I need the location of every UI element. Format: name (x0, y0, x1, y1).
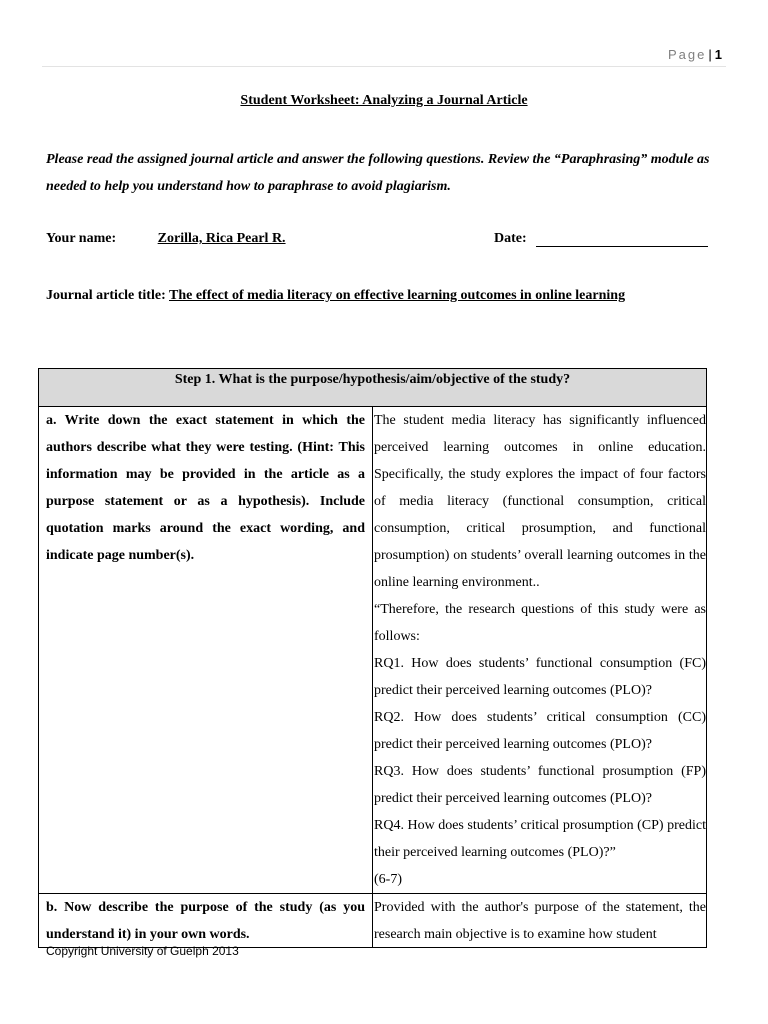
question-b (39, 894, 373, 948)
question-b-text: b. Now describe the purpose of the study (as you understand it) in your own words. (46, 900, 365, 942)
answer-a-paragraph: The student media literacy has significantly influenced perceived learning outcomes in online education. Specifically, the study explores the impact of four factors of media literacy (functional consumption, critical consumption, critical prosumption, and functional prosumption) on students’ overall learning outcomes in the online learning environment.. (374, 413, 706, 590)
answer-b-text: Provided with the author's purpose of the statement, the research main objective is to examine how student (374, 900, 706, 942)
table-row (39, 407, 707, 894)
article-row (46, 288, 625, 304)
copyright-footer: Copyright University of Guelph 2013 (46, 944, 239, 958)
answer-b[interactable] (373, 894, 707, 948)
name-label: Your name: (46, 231, 117, 246)
header-divider (42, 66, 726, 67)
answer-a-paragraph: RQ1. How does students’ functional consumption (FC) predict their perceived learning outcomes (PLO)? (374, 656, 706, 698)
name-row (46, 231, 294, 247)
answer-a-paragraph: RQ2. How does students’ critical consumption (CC) predict their perceived learning outcomes (PLO)? (374, 710, 706, 752)
article-title: The effect of media literacy on effective learning outcomes in online learning (169, 288, 626, 303)
page-number-header (668, 47, 722, 62)
answer-a-paragraph: RQ4. How does students’ critical prosumption (CP) predict their perceived learning outcomes (PLO)?” (374, 818, 706, 860)
date-label: Date: (494, 231, 527, 246)
page-label: Page (668, 47, 707, 62)
answer-a-paragraph: RQ3. How does students’ functional prosumption (FP) predict their perceived learning outcomes (PLO)? (374, 764, 706, 806)
table-row (39, 894, 707, 948)
answer-a[interactable] (373, 407, 707, 894)
page-number: 1 (714, 47, 722, 62)
step1-table (38, 368, 707, 948)
question-a: a. Write down the exact statement in which the authors describe what they were testing. (Hint: This information may be provided in the article as a purpose statement or as a hypothesis). Include quotation marks around the exact wording, and indicate page number(s). (39, 407, 373, 894)
step1-heading: Step 1. What is the purpose/hypothesis/aim/objective of the study? (39, 369, 707, 407)
instructions-text: Please read the assigned journal article and answer the following questions. Review the “Paraphrasing” module as needed to help you understand how to paraphrase to avoid plagiarism. (46, 152, 710, 194)
worksheet-title: Student Worksheet: Analyzing a Journal Article (240, 93, 528, 108)
name-value[interactable]: Zorilla, Rica Pearl R. (157, 231, 286, 246)
page-separator: | (708, 47, 712, 62)
date-field[interactable] (536, 246, 708, 247)
article-label: Journal article title: (46, 288, 166, 303)
answer-a-paragraph: (6-7) (374, 872, 402, 887)
answer-a-paragraph: “Therefore, the research questions of this study were as follows: (374, 602, 706, 644)
